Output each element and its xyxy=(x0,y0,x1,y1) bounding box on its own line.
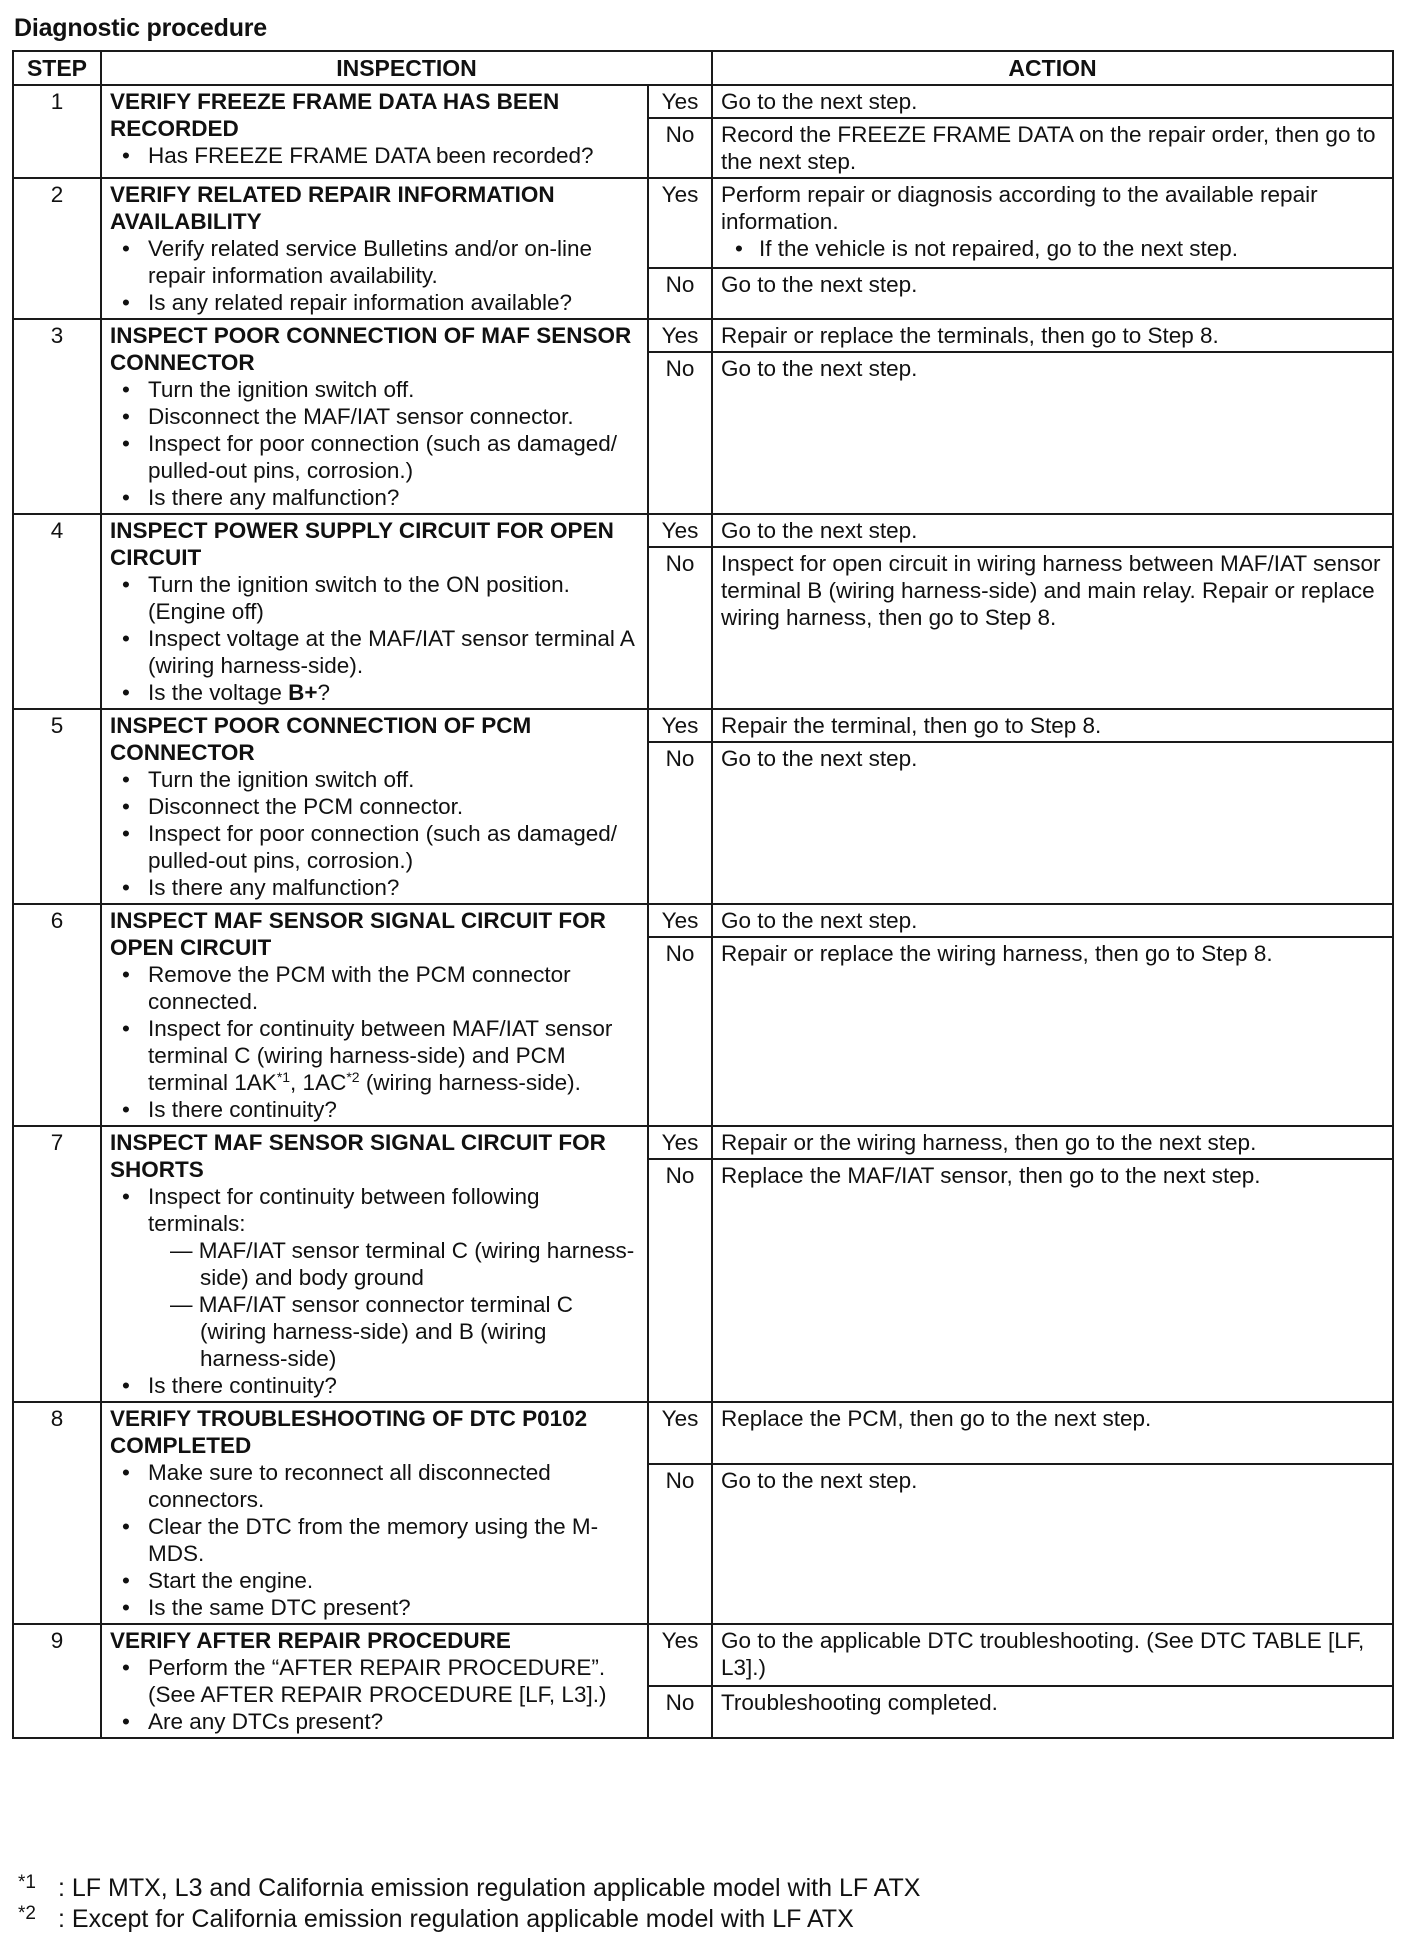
table-row xyxy=(13,178,1393,268)
step-number: 7 xyxy=(13,1126,101,1402)
diagnostic-procedure-table xyxy=(12,50,1394,1739)
inspection-bullet: • Disconnect the PCM connector. xyxy=(110,793,639,820)
yes-label: Yes xyxy=(648,1126,712,1159)
bullet-text: , 1AC xyxy=(290,1070,347,1095)
dash-item: — MAF/IAT sensor terminal C (wiring harness-side) and body ground xyxy=(170,1238,635,1290)
no-action: Troubleshooting completed. xyxy=(712,1686,1393,1738)
no-action: Go to the next step. xyxy=(712,742,1393,904)
header-step: STEP xyxy=(13,51,101,85)
step-number: 9 xyxy=(13,1624,101,1738)
yes-action: Replace the PCM, then go to the next step. xyxy=(712,1402,1393,1464)
no-action: Go to the next step. xyxy=(712,352,1393,514)
inspection-cell xyxy=(101,904,648,1126)
inspection-cell xyxy=(101,709,648,904)
step-number: 8 xyxy=(13,1402,101,1624)
inspection-bullet: • Is there any malfunction? xyxy=(110,484,639,511)
inspection-bullet: • Inspect for poor connection (such as damaged/ pulled-out pins, corrosion.) xyxy=(110,820,639,874)
inspection-bullet: • Is any related repair information available? xyxy=(110,289,639,316)
yes-action: Go to the next step. xyxy=(712,904,1393,937)
table-row xyxy=(13,85,1393,118)
inspection-title: INSPECT MAF SENSOR SIGNAL CIRCUIT FOR OPEN CIRCUIT xyxy=(110,908,606,960)
inspection-title: VERIFY TROUBLESHOOTING OF DTC P0102 COMPLETED xyxy=(110,1406,588,1458)
table-row xyxy=(13,904,1393,937)
inspection-cell xyxy=(101,1402,648,1624)
bullet-text: Inspect for continuity between MAF/IAT sensor terminal C (wiring harness-side) and PCM terminal 1AK xyxy=(148,1016,613,1095)
inspection-bullet: • Are any DTCs present? xyxy=(110,1708,639,1735)
no-label: No xyxy=(648,118,712,178)
yes-action: Go to the next step. xyxy=(712,85,1393,118)
inspection-bullet: • Remove the PCM with the PCM connector connected. xyxy=(110,961,639,1015)
yes-label: Yes xyxy=(648,709,712,742)
inspection-cell xyxy=(101,319,648,514)
inspection-bullet: • Disconnect the MAF/IAT sensor connector. xyxy=(110,403,639,430)
yes-action: Go to the next step. xyxy=(712,514,1393,547)
footnotes xyxy=(18,1873,920,1935)
no-label: No xyxy=(648,1686,712,1738)
step-number: 1 xyxy=(13,85,101,178)
no-action: Record the FREEZE FRAME DATA on the repair order, then go to the next step. xyxy=(712,118,1393,178)
footnote xyxy=(18,1904,920,1935)
no-label: No xyxy=(648,547,712,709)
inspection-title: INSPECT MAF SENSOR SIGNAL CIRCUIT FOR SHORTS xyxy=(110,1130,606,1182)
header-inspection: INSPECTION xyxy=(101,51,712,85)
inspection-bullet: • Inspect voltage at the MAF/IAT sensor terminal A (wiring harness-side). xyxy=(110,625,639,679)
yes-action: Repair or the wiring harness, then go to the next step. xyxy=(712,1126,1393,1159)
bplus-text: B+ xyxy=(288,680,318,705)
step-number: 3 xyxy=(13,319,101,514)
footnote xyxy=(18,1873,920,1904)
no-label: No xyxy=(648,268,712,319)
inspection-cell xyxy=(101,85,648,178)
inspection-bullet: • Inspect for poor connection (such as damaged/ pulled-out pins, corrosion.) xyxy=(110,430,639,484)
inspection-title: INSPECT POOR CONNECTION OF PCM CONNECTOR xyxy=(110,713,532,765)
yes-action: Repair the terminal, then go to Step 8. xyxy=(712,709,1393,742)
inspection-title: VERIFY RELATED REPAIR INFORMATION AVAILABILITY xyxy=(110,182,555,234)
table-row xyxy=(13,709,1393,742)
table-row xyxy=(13,1402,1393,1464)
no-action: Go to the next step. xyxy=(712,1464,1393,1624)
inspection-title: VERIFY FREEZE FRAME DATA HAS BEEN RECORDED xyxy=(110,89,560,141)
yes-label: Yes xyxy=(648,178,712,268)
no-label: No xyxy=(648,1464,712,1624)
bullet-text: Is the voltage xyxy=(148,680,289,705)
yes-label: Yes xyxy=(648,904,712,937)
no-action: Inspect for open circuit in wiring harness between MAF/IAT sensor terminal B (wiring harness-side) and main relay. Repair or replace wiring harness, then go to Step 8. xyxy=(712,547,1393,709)
table-row xyxy=(13,514,1393,547)
no-label: No xyxy=(648,937,712,1126)
page-title: Diagnostic procedure xyxy=(14,14,267,42)
dash-item: — MAF/IAT sensor connector terminal C (wiring harness-side) and B (wiring harness-side) xyxy=(170,1292,574,1371)
inspection-bullet: • Turn the ignition switch off. xyxy=(110,766,639,793)
footnote-mark: *2 xyxy=(18,1903,36,1924)
table-row xyxy=(13,1624,1393,1686)
footnote-ref: *2 xyxy=(346,1069,360,1085)
inspection-bullet: • Is there continuity? xyxy=(110,1096,639,1123)
yes-action: Perform repair or diagnosis according to the available repair information. xyxy=(721,182,1318,234)
bullet-text-end: ? xyxy=(317,680,330,705)
footnote-mark: *1 xyxy=(18,1872,36,1893)
step-number: 5 xyxy=(13,709,101,904)
yes-action-bullet: • If the vehicle is not repaired, go to the next step. xyxy=(721,235,1384,262)
no-label: No xyxy=(648,352,712,514)
inspection-bullet: • Is there continuity? xyxy=(110,1372,639,1399)
table-row xyxy=(13,1126,1393,1159)
step-number: 6 xyxy=(13,904,101,1126)
yes-label: Yes xyxy=(648,85,712,118)
bullet-text: (wiring harness-side). xyxy=(359,1070,581,1095)
yes-label: Yes xyxy=(648,1624,712,1686)
yes-label: Yes xyxy=(648,1402,712,1464)
no-action: Replace the MAF/IAT sensor, then go to the next step. xyxy=(712,1159,1393,1402)
footnote-text: : Except for California emission regulation applicable model with LF ATX xyxy=(58,1905,854,1933)
inspection-bullet: • Make sure to reconnect all disconnected connectors. xyxy=(110,1459,639,1513)
inspection-title: VERIFY AFTER REPAIR PROCEDURE xyxy=(110,1628,511,1653)
inspection-bullet: • Verify related service Bulletins and/or on-line repair information availability. xyxy=(110,235,639,289)
yes-label: Yes xyxy=(648,514,712,547)
inspection-bullet: • Turn the ignition switch to the ON position. (Engine off) xyxy=(110,571,639,625)
inspection-bullet xyxy=(110,679,639,706)
inspection-cell xyxy=(101,1126,648,1402)
no-label: No xyxy=(648,742,712,904)
step-number: 4 xyxy=(13,514,101,709)
no-label: No xyxy=(648,1159,712,1402)
inspection-bullet: • Perform the “AFTER REPAIR PROCEDURE”. (See AFTER REPAIR PROCEDURE [LF, L3].) xyxy=(110,1654,639,1708)
inspection-cell xyxy=(101,514,648,709)
bullet-text: • Inspect for continuity between following terminals: xyxy=(148,1184,540,1236)
footnote-text: : LF MTX, L3 and California emission regulation applicable model with LF ATX xyxy=(58,1874,921,1902)
inspection-title: INSPECT POOR CONNECTION OF MAF SENSOR CONNECTOR xyxy=(110,323,632,375)
header-action: ACTION xyxy=(712,51,1393,85)
yes-label: Yes xyxy=(648,319,712,352)
inspection-cell xyxy=(101,1624,648,1738)
inspection-bullet: • Turn the ignition switch off. xyxy=(110,376,639,403)
inspection-bullet: • Is there any malfunction? xyxy=(110,874,639,901)
table-row xyxy=(13,319,1393,352)
no-action: Go to the next step. xyxy=(712,268,1393,319)
inspection-bullet: • Is the same DTC present? xyxy=(110,1594,639,1621)
step-number: 2 xyxy=(13,178,101,319)
table-header-row xyxy=(13,51,1393,85)
yes-action-cell xyxy=(712,178,1393,268)
inspection-title: INSPECT POWER SUPPLY CIRCUIT FOR OPEN CIRCUIT xyxy=(110,518,614,570)
inspection-bullet xyxy=(110,1183,639,1372)
inspection-bullet: • Clear the DTC from the memory using the M-MDS. xyxy=(110,1513,639,1567)
inspection-bullet: • Has FREEZE FRAME DATA been recorded? xyxy=(110,142,639,169)
yes-action: Go to the applicable DTC troubleshooting. (See DTC TABLE [LF, L3].) xyxy=(712,1624,1393,1686)
inspection-bullet: • Start the engine. xyxy=(110,1567,639,1594)
inspection-bullet xyxy=(110,1015,639,1096)
no-action: Repair or replace the wiring harness, then go to Step 8. xyxy=(712,937,1393,1126)
yes-action: Repair or replace the terminals, then go to Step 8. xyxy=(712,319,1393,352)
inspection-cell xyxy=(101,178,648,319)
footnote-ref: *1 xyxy=(276,1069,291,1085)
